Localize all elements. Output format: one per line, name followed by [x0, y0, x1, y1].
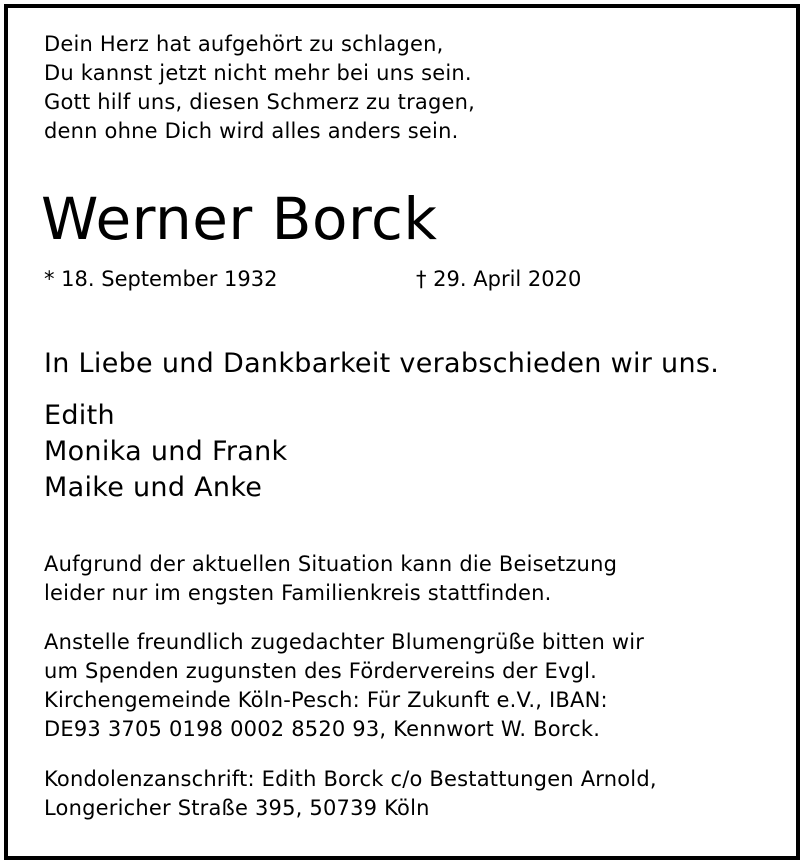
family-signatures	[44, 398, 287, 506]
death-date: † 29. April 2020	[416, 267, 582, 291]
family-member: Maike und Anke	[44, 472, 263, 503]
condolence-address	[44, 765, 657, 823]
text-line: um Spenden zugunsten des Fördervereins der Evgl.	[44, 659, 598, 683]
funeral-situation-note	[44, 550, 617, 608]
text-line: leider nur im engsten Familienkreis stattfinden.	[44, 581, 552, 605]
poem-line: denn ohne Dich wird alles anders sein.	[44, 119, 459, 143]
text-line: Kondolenzanschrift: Edith Borck c/o Bestattungen Arnold,	[44, 767, 657, 791]
farewell-statement: In Liebe und Dankbarkeit verabschieden wir uns.	[44, 348, 720, 379]
poem-line: Dein Herz hat aufgehört zu schlagen,	[44, 32, 444, 56]
text-line: DE93 3705 0198 0002 8520 93, Kennwort W. Borck.	[44, 717, 601, 741]
memorial-poem	[44, 30, 475, 146]
text-line: Anstelle freundlich zugedachter Blumengrüße bitten wir	[44, 630, 645, 654]
text-line: Longericher Straße 395, 50739 Köln	[44, 796, 430, 820]
poem-line: Gott hilf uns, diesen Schmerz zu tragen,	[44, 90, 476, 114]
text-line: Aufgrund der aktuellen Situation kann die Beisetzung	[44, 552, 618, 576]
donation-request	[44, 628, 644, 744]
birth-date: * 18. September 1932	[44, 267, 278, 291]
text-line: Kirchengemeinde Köln-Pesch: Für Zukunft e.V., IBAN:	[44, 688, 608, 712]
poem-line: Du kannst jetzt nicht mehr bei uns sein.	[44, 61, 472, 85]
family-member: Monika und Frank	[44, 436, 288, 467]
family-member: Edith	[44, 400, 115, 431]
deceased-name: Werner Borck	[41, 185, 438, 253]
